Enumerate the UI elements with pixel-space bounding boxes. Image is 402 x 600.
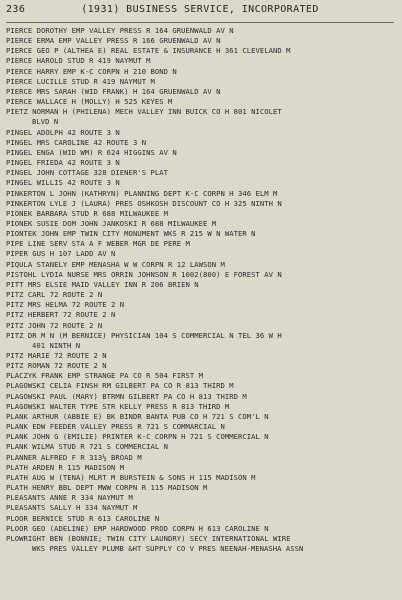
- directory-entry: PITZ MRS HELMA 72 ROUTE 2 N: [6, 300, 125, 310]
- directory-entry: PIQULA STANELY EMP MENASHA W W CORPN R 12 LAWSON M: [6, 259, 225, 269]
- directory-entry: PIERCE HAROLD STUD R 419 NAYMUT M: [6, 56, 151, 66]
- directory-entry: PLANNER ALFRED F R 313½ BROAD M: [6, 452, 142, 462]
- directory-entry: PIPER GUS H 107 LADD AV N: [6, 249, 116, 259]
- directory-entry: PLAGOWSKI CELIA FINSH RM GILBERT PA CO R 813 THIRD M: [6, 381, 234, 391]
- directory-entry: PLAGOWSKI WALTER TYPE STR KELLY PRESS R 813 THIRD M: [6, 401, 230, 411]
- directory-entry: PLACZYK FRANK EMP STRANGE PA CO R 504 FIRST M: [6, 371, 203, 381]
- directory-entry: PIERCE LUCILLE STUD R 419 NAYMUT M: [6, 76, 155, 86]
- directory-entry: PIETZ NORMAN H (PHILENA) MECH VALLEY INN BUICK CO H 801 NICOLET: [6, 107, 282, 117]
- directory-entry: PIERCE WALLACE H (MOLLY) H 525 KEYES M: [6, 97, 173, 107]
- directory-entry: PLANK JOHN G (EMILIE) PRINTER K-C CORPN H 721 S COMMERCIAL N: [6, 432, 269, 442]
- directory-entries: [6, 26, 394, 554]
- directory-entry: PISTOHL LYDIA NURSE MRS ORRIN JOHNSON R 1002(800) E FOREST AV N: [6, 269, 282, 279]
- directory-entry: PINGEL JOHN COTTAGE 328 DIENER'S PLAT: [6, 168, 168, 178]
- directory-entry: PITZ ROMAN 72 ROUTE 2 N: [6, 361, 107, 371]
- directory-entry: PITZ CARL 72 ROUTE 2 N: [6, 290, 103, 300]
- directory-entry: PINGEL ADOLPH 42 ROUTE 3 N: [6, 127, 120, 137]
- directory-entry: PIERCE ERMA EMP VALLEY PRESS R 166 GRUENWALD AV N: [6, 36, 221, 46]
- directory-entry: PLEASANTS SALLY H 334 NAYMUT M: [6, 503, 138, 513]
- directory-entry: PLOWRIGHT BEN (BONNIE; TWIN CITY LAUNDRY) SECY INTERNATIONAL WIRE: [6, 533, 291, 543]
- directory-entry: PLATH AUG W (TENA) MLRT M BURSTEIN & SONS H 115 MADISON M: [6, 472, 256, 482]
- page-number: 236: [6, 4, 26, 15]
- directory-entry: PITZ JOHN 72 ROUTE 2 N: [6, 320, 103, 330]
- directory-entry: PIONEK SUSIE DOM JOHN JANKOSKI R 688 MILWAUKEE M: [6, 218, 217, 228]
- directory-entry: PLANK ARTHUR (ABBIE E) BK BINDR BANTA PUB CO H 721 S COM'L N: [6, 411, 269, 421]
- directory-entry: PIPE LINE SERV STA A F WEBER MGR DE PERE M: [6, 239, 190, 249]
- directory-entry: PIONTEK JOHN EMP TWIN CITY MONUMENT WKS R 215 W N WATER N: [6, 229, 256, 239]
- directory-entry: PINGEL MRS CAROLINE 42 ROUTE 3 N: [6, 137, 147, 147]
- directory-entry-continuation: BLVD N: [32, 117, 59, 127]
- directory-entry: PIERCE MRS SARAH (WID FRANK) H 164 GRUENWALD AV N: [6, 86, 221, 96]
- directory-entry: PITZ HERBERT 72 ROUTE 2 N: [6, 310, 116, 320]
- directory-entry: PIONEK BARBARA STUD R 688 MILWAUKEE M: [6, 208, 168, 218]
- directory-entry: PLOOR BERNICE STUD R 613 CAROLINE N: [6, 513, 160, 523]
- page-header: [6, 4, 394, 20]
- directory-entry: PINKERTON LYLE J (LAURA) PRES OSHKOSH DISCOUNT CO H 325 NINTH N: [6, 198, 282, 208]
- directory-entry: PINGEL FRIEDA 42 ROUTE 3 N: [6, 158, 120, 168]
- directory-entry: PLEASANTS ANNE R 334 NAYMUT M: [6, 493, 133, 503]
- directory-entry: PITZ MARIE 72 ROUTE 2 N: [6, 351, 107, 360]
- directory-entry: PINGEL WILLIS 42 ROUTE 3 N: [6, 178, 120, 188]
- directory-entry: PINKERTON L JOHN (KATHRYN) PLANNING DEPT K-C CORPN H 346 ELM M: [6, 188, 278, 198]
- directory-entry: PLANK EDW FEEDER VALLEY PRESS R 721 S COMMARCIAL N: [6, 422, 225, 432]
- directory-entry: PITT MRS ELSIE MAID VALLEY INN R 206 BRIEN N: [6, 279, 199, 289]
- directory-entry-continuation: WKS PRES VALLEY PLUMB &HT SUPPLY CO V PRES NEENAH-MENASHA ASSN: [32, 543, 304, 553]
- directory-entry: PINGEL ENGA (WID WM) R 624 HIGGINS AV N: [6, 147, 177, 157]
- directory-entry: PLAGOWSKI PAUL (MARY) BTRMN GILBERT PA CO H 813 THIRD M: [6, 391, 247, 401]
- directory-entry: PLATH ARDEN R 115 MADISON M: [6, 462, 125, 472]
- directory-entry: PIERCE DOROTHY EMP VALLEY PRESS R 164 GRUENWALD AV N: [6, 26, 234, 35]
- directory-entry: PIERCE GEO P (ALTHEA E) REAL ESTATE & INSURANCE H 361 CLEVELAND M: [6, 46, 291, 56]
- page-title: (1931) BUSINESS SERVICE, INCORPORATED: [81, 4, 319, 15]
- directory-entry: PLATH HENRY BBL DEPT MWW CORPN R 115 MADISON M: [6, 483, 208, 493]
- directory-entry-continuation: 401 NINTH N: [32, 340, 81, 350]
- directory-entry: PITZ DR M N (M BERNICE) PHYSICIAN 104 S COMMERCIAL N TEL 36 W H: [6, 330, 282, 340]
- directory-entry: PLANK WILMA STUD R 721 S COMMERCIAL N: [6, 442, 168, 452]
- directory-entry: PIERCE HARRY EMP K-C CORPN H 210 BOND N: [6, 66, 177, 76]
- header-rule: [6, 22, 394, 23]
- directory-entry: PLOOR GEO (ADELINE) EMP HARDWOOD PROD CORPN H 613 CAROLINE N: [6, 523, 269, 533]
